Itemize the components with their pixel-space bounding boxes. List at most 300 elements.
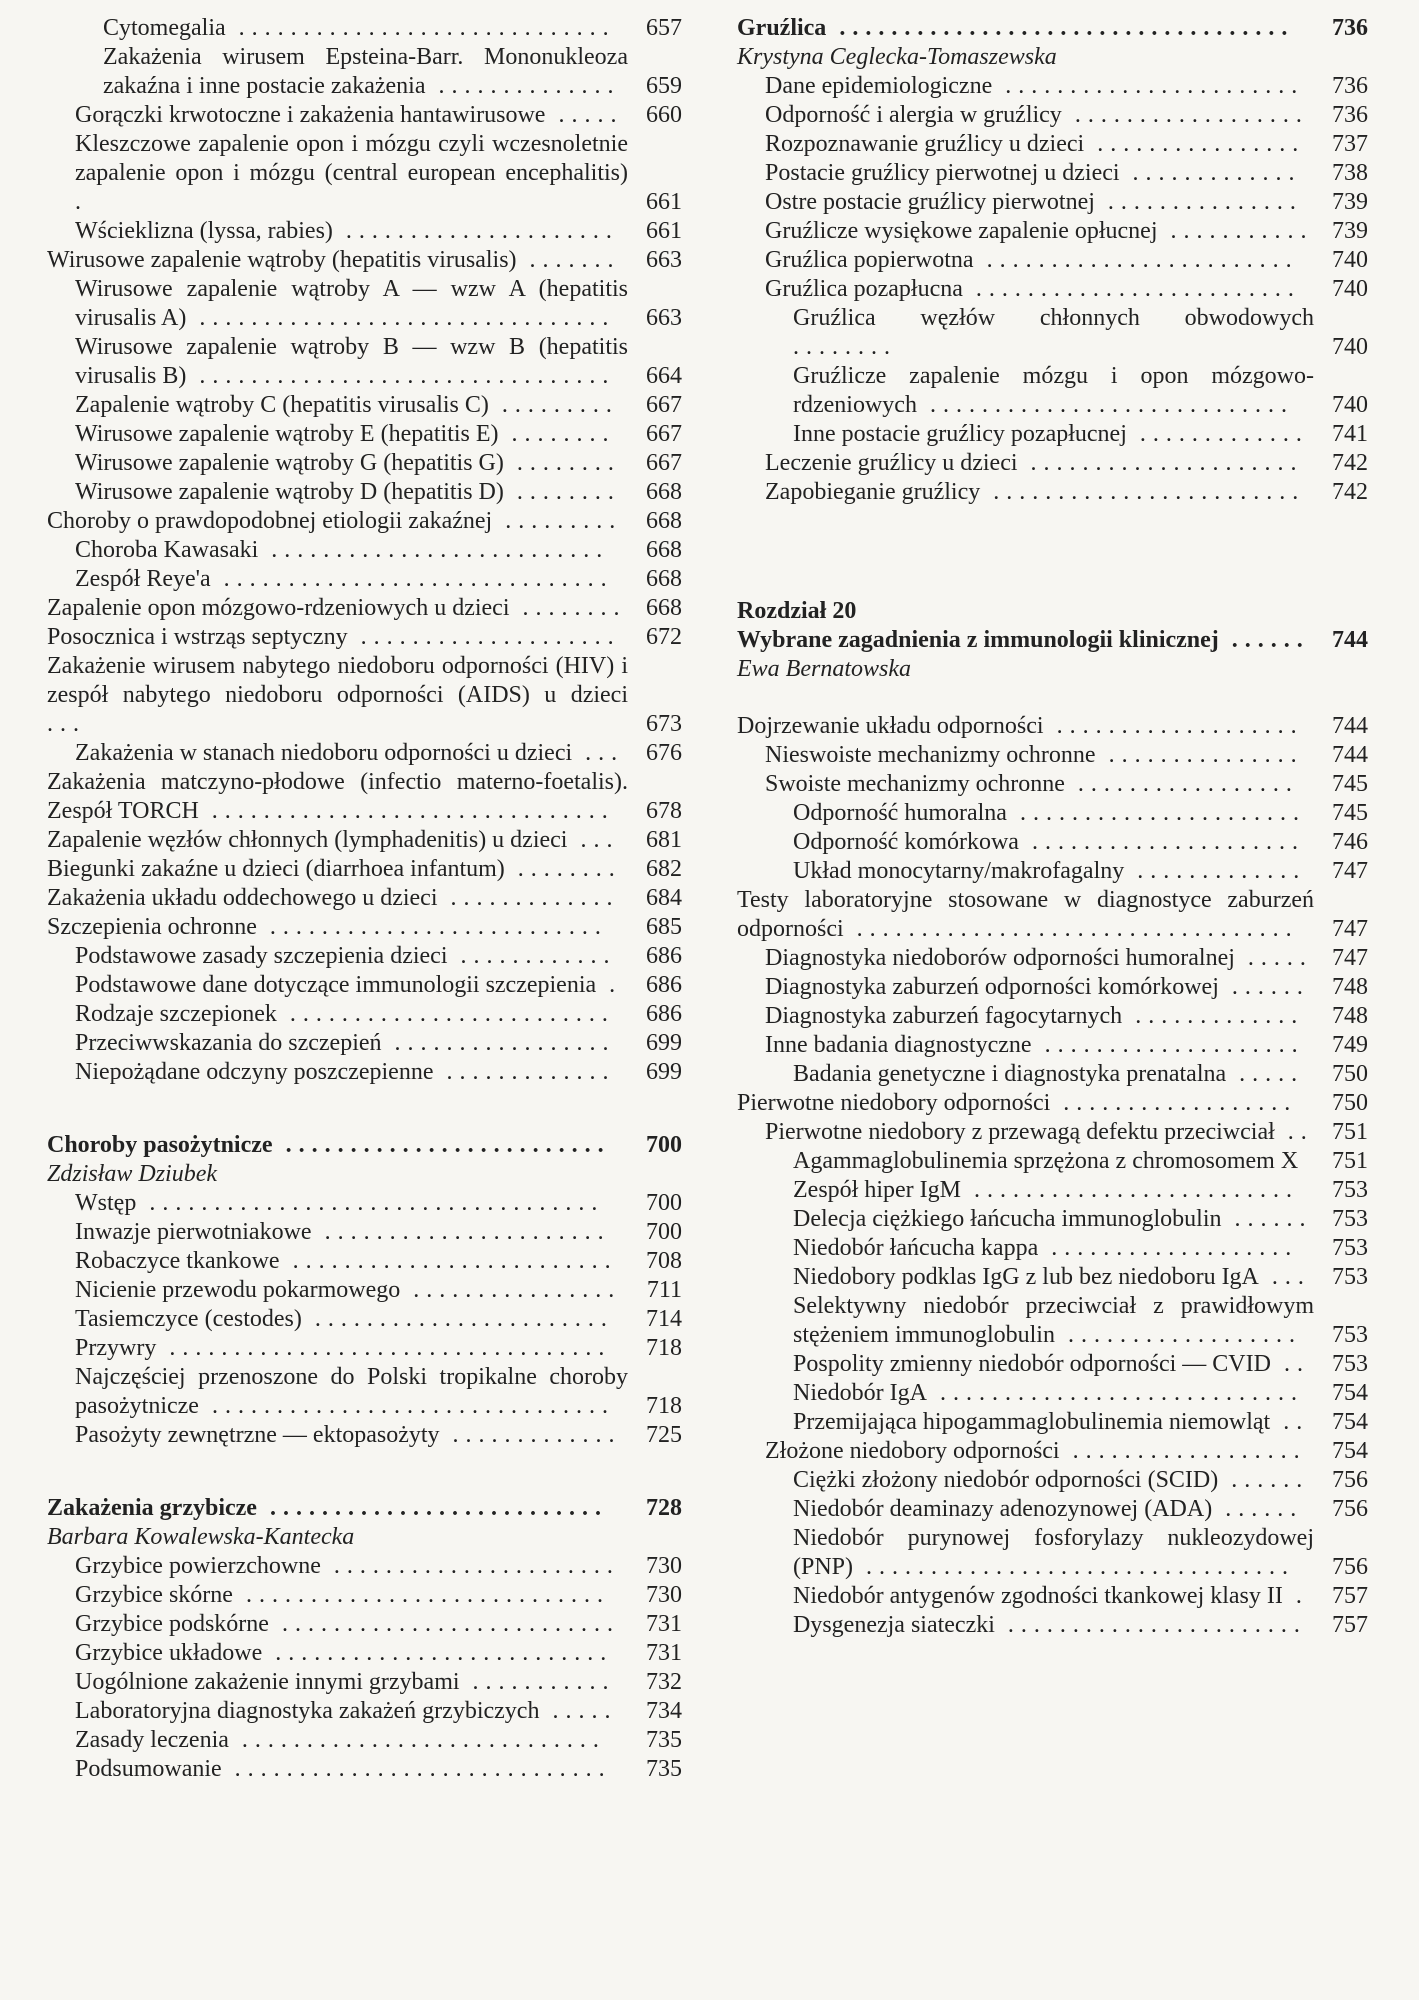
toc-entry-rozpoznawanie-gruzlicy-u-dzieci — [737, 130, 1368, 159]
toc-entry-text: Kleszczowe zapalenie opon i mózgu czyli wczesnoletnie zapalenie opon i mózgu (central european encephalitis) — [75, 131, 628, 186]
toc-entry-pierwotne-niedobory-odpornosci — [737, 1089, 1368, 1118]
toc-entry-niedobory-podklas-igg-z-lub-bez-niedoboru-iga — [737, 1263, 1368, 1292]
toc-entry-page: 714 — [646, 1306, 682, 1332]
toc-entry-page: 668 — [646, 537, 682, 563]
toc-entry-text: Grzybice układowe — [75, 1640, 263, 1666]
toc-entry-diagnostyka-zaburzen-fagocytarnych — [737, 1002, 1368, 1031]
toc-entry-page: 748 — [1332, 974, 1368, 1000]
leader-dots: .............................. — [210, 566, 614, 592]
toc-entry-page: 738 — [1332, 160, 1368, 186]
toc-entry-page: 668 — [646, 595, 682, 621]
toc-entry-page: 753 — [1332, 1177, 1368, 1203]
toc-entry-page: 699 — [646, 1030, 682, 1056]
leader-dots: ................................ — [186, 363, 616, 389]
toc-entry-text: Dysgenezja siateczki — [793, 1612, 995, 1638]
toc-entry-zapalenie-watroby-c-hepatitis-virusalis-c — [47, 391, 682, 420]
toc-entry-title — [765, 973, 1314, 1002]
toc-entry-page: 754 — [1332, 1438, 1368, 1464]
toc-entry-uogolnione-zakazenie-innymi-grzybami — [47, 1668, 682, 1697]
toc-entry-page: 686 — [646, 943, 682, 969]
leader-dots: ...... — [1218, 974, 1310, 1000]
toc-entry-page: 700 — [646, 1132, 682, 1158]
toc-entry-text: Niedobór IgA — [793, 1380, 927, 1406]
toc-entry-page: 667 — [646, 421, 682, 447]
toc-entry-nicienie-przewodu-pokarmowego — [47, 1276, 682, 1305]
toc-entry-title — [75, 1552, 628, 1581]
toc-entry-text: Robaczyce tkankowe — [75, 1248, 280, 1274]
leader-dots: ........... — [459, 1669, 616, 1695]
leader-dots: . — [1282, 1583, 1309, 1609]
toc-entry-text: Pierwotne niedobory z przewagą defektu przeciwciał — [765, 1119, 1275, 1145]
toc-entry-zakazenia-ukladu-oddechowego-u-dzieci — [47, 884, 682, 913]
leader-dots: ......................... — [962, 276, 1301, 302]
toc-entry-text: Pierwotne niedobory odporności — [737, 1090, 1051, 1116]
toc-entry-page: 735 — [646, 1756, 682, 1782]
leader-dots: ............................... — [198, 1393, 615, 1419]
toc-entry-podstawowe-zasady-szczepienia-dzieci — [47, 942, 682, 971]
toc-entry-choroba-kawasaki — [47, 536, 682, 565]
toc-entry-page: 740 — [1332, 392, 1368, 418]
toc-entry-page: 735 — [646, 1727, 682, 1753]
toc-entry-page: 745 — [1332, 771, 1368, 797]
leader-dots: ........................ — [980, 479, 1306, 505]
toc-entry-page: 746 — [1332, 829, 1368, 855]
toc-entry-text: Tasiemczyce (cestodes) — [75, 1306, 302, 1332]
leader-dots: ................................. — [853, 1554, 1296, 1580]
leader-dots: ................................ — [186, 305, 616, 331]
leader-dots: ........ — [509, 595, 627, 621]
toc-entry-page: 744 — [1332, 742, 1368, 768]
toc-entry-title — [793, 304, 1314, 362]
leader-dots: ............. — [1124, 858, 1307, 884]
toc-entry-wirusowe-zapalenie-watroby-g-hepatitis-g — [47, 449, 682, 478]
leader-dots: ............ — [447, 943, 617, 969]
leader-dots: ...................... — [311, 1219, 611, 1245]
toc-entry-title — [765, 449, 1314, 478]
leader-dots: ................. — [1064, 771, 1299, 797]
toc-entry-title — [737, 712, 1314, 741]
toc-entry-swoiste-mechanizmy-ochronne — [737, 770, 1368, 799]
leader-dots: ......................... — [279, 1248, 618, 1274]
toc-entry-title — [793, 1292, 1314, 1350]
toc-entry-title — [793, 1611, 1314, 1640]
leader-dots: ...................... — [320, 1553, 620, 1579]
toc-entry-text: Pasożyty zewnętrzne — ektopasożyty — [75, 1422, 440, 1448]
toc-entry-grzybice-powierzchowne — [47, 1552, 682, 1581]
toc-entry-text: Zapalenie opon mózgowo-rdzeniowych u dzieci — [47, 595, 510, 621]
toc-entry-text: Rozpoznawanie gruźlicy u dzieci — [765, 131, 1085, 157]
toc-entry-zapalenie-opon-mozgowo-rdzeniowych-u-dzieci — [47, 594, 682, 623]
section-spacer — [737, 507, 1368, 597]
toc-entry-odpornosc-humoralna — [737, 799, 1368, 828]
toc-entry-text: Inne badania diagnostyczne — [765, 1032, 1032, 1058]
toc-entry-niepozadane-odczyny-poszczepienne — [47, 1058, 682, 1087]
toc-entry-title — [75, 333, 628, 391]
leader-dots: ................... — [1038, 1235, 1299, 1261]
toc-entry-title — [75, 1726, 628, 1755]
toc-entry-text: Wirusowe zapalenie wątroby D (hepatitis D) — [75, 479, 504, 505]
toc-entry-title — [793, 1408, 1314, 1437]
leader-dots: .................. — [1050, 1090, 1298, 1116]
toc-entry-title — [765, 478, 1314, 507]
toc-entry-title — [75, 101, 628, 130]
toc-entry-gruzlica — [737, 14, 1368, 43]
section-spacer — [737, 684, 1368, 712]
toc-entry-text: Szczepienia ochronne — [47, 914, 257, 940]
section-author: Barbara Kowalewska-Kantecka — [47, 1524, 355, 1550]
toc-entry-odpornosc-i-alergia-w-gruzlicy — [737, 101, 1368, 130]
leader-dots: ............................. — [221, 1756, 612, 1782]
toc-entry-text: Zespół Reye'a — [75, 566, 211, 592]
toc-entry-page: 748 — [1332, 1003, 1368, 1029]
toc-entry-text: Inwazje pierwotniakowe — [75, 1219, 312, 1245]
leader-dots: .. — [1274, 1119, 1314, 1145]
toc-entry-text: Inne postacie gruźlicy pozapłucnej — [793, 421, 1127, 447]
toc-entry-text: Zakażenia matczyno-płodowe (infectio materno-foetalis). Zespół TORCH — [47, 769, 628, 824]
toc-entry-text: Gruźlica popierwotna — [765, 247, 974, 273]
toc-entry-title — [47, 623, 628, 652]
toc-entry-text: Posocznica i wstrząs septyczny — [47, 624, 348, 650]
toc-entry-text: Zakażenia wirusem Epsteina-Barr. Mononukleoza zakaźna i inne postacie zakażenia — [103, 44, 628, 99]
toc-entry-text: Nicienie przewodu pokarmowego — [75, 1277, 401, 1303]
toc-entry-page: 753 — [1332, 1264, 1368, 1290]
toc-entry-page: 664 — [646, 363, 682, 389]
toc-entry-text: Cytomegalia — [103, 15, 226, 41]
toc-entry-text: Delecja ciężkiego łańcucha immunoglobulin — [793, 1206, 1222, 1232]
toc-entry-ciezki-zlozony-niedobor-odpornosci-scid — [737, 1466, 1368, 1495]
toc-entry-page: 754 — [1332, 1380, 1368, 1406]
leader-dots: ............. — [1119, 160, 1302, 186]
toc-entry-page: 667 — [646, 392, 682, 418]
toc-entry-title — [75, 536, 628, 565]
toc-entry-title — [47, 1494, 628, 1523]
toc-entry-text: Rodzaje szczepionek — [75, 1001, 277, 1027]
toc-entry-page: 661 — [646, 189, 682, 215]
toc-entry-wscieklizna-lyssa-rabies — [47, 217, 682, 246]
leader-dots: ........ — [503, 479, 621, 505]
leader-dots: ...... — [1218, 1467, 1310, 1493]
toc-entry-dojrzewanie-ukladu-odpornosci — [737, 712, 1368, 741]
toc-entry-page: 747 — [1332, 916, 1368, 942]
leader-dots: ................... — [1043, 713, 1304, 739]
toc-entry-title — [75, 971, 628, 1000]
toc-entry-text: Grzybice podskórne — [75, 1611, 269, 1637]
toc-entry-text: Podstawowe dane dotyczące immunologii szczepienia — [75, 972, 597, 998]
toc-entry-text: Odporność i alergia w gruźlicy — [765, 102, 1062, 128]
toc-entry-zakazenie-wirusem-nabytego-niedoboru-odpornosci- — [47, 652, 682, 739]
toc-entry-tasiemczyce-cestodes — [47, 1305, 682, 1334]
toc-entry-text: Dojrzewanie układu odporności — [737, 713, 1044, 739]
toc-entry-title — [47, 768, 628, 826]
toc-entry-page: 672 — [646, 624, 682, 650]
toc-entry-zakazenia-matczyno-plodowe-infectio-materno-foet — [47, 768, 682, 826]
leader-dots: ................ — [1084, 131, 1306, 157]
toc-entry-text: Swoiste mechanizmy ochronne — [765, 771, 1065, 797]
toc-entry-page: 740 — [1332, 334, 1368, 360]
toc-entry-page: 730 — [646, 1582, 682, 1608]
toc-entry-page: 731 — [646, 1611, 682, 1637]
toc-right-column — [737, 14, 1368, 1640]
leader-dots: .......................... — [258, 537, 610, 563]
toc-entry-testy-laboratoryjne-stosowane-w-diagnostyce-zabu — [737, 886, 1368, 944]
leader-dots: ......................... — [960, 1177, 1299, 1203]
toc-entry-title — [765, 1031, 1314, 1060]
toc-entry-title — [765, 1118, 1314, 1147]
toc-entry-page: 659 — [646, 73, 682, 99]
toc-entry-text: Uogólnione zakażenie innymi grzybami — [75, 1669, 460, 1695]
toc-entry-page: 742 — [1332, 479, 1368, 505]
toc-entry-title — [75, 217, 628, 246]
toc-entry-page: 699 — [646, 1059, 682, 1085]
toc-entry-przeciwwskazania-do-szczepien — [47, 1029, 682, 1058]
toc-entry-title — [75, 1668, 628, 1697]
leader-dots: .................... — [347, 624, 621, 650]
toc-entry-postacie-gruzlicy-pierwotnej-u-dzieci — [737, 159, 1368, 188]
toc-entry-gruzlicze-wysiekowe-zapalenie-oplucnej — [737, 217, 1368, 246]
toc-entry-title — [75, 1697, 628, 1726]
toc-entry-page: 754 — [1332, 1409, 1368, 1435]
leader-dots: ............. — [439, 1422, 622, 1448]
toc-entry-title — [765, 159, 1314, 188]
toc-entry-title — [75, 1334, 628, 1363]
toc-entry-page: 744 — [1332, 627, 1368, 653]
toc-entry-page: 700 — [646, 1190, 682, 1216]
leader-dots: ... — [1258, 1264, 1311, 1290]
toc-entry-text: Gruźlica — [737, 15, 827, 41]
toc-entry-title — [103, 43, 628, 101]
toc-entry-zapalenie-wezlow-chlonnych-lymphadenitis-u-dziec — [47, 826, 682, 855]
toc-entry-text: Testy laboratoryjne stosowane w diagnostyce zaburzeń odporności — [737, 887, 1314, 942]
toc-entry-title — [793, 1379, 1314, 1408]
leader-dots: . — [75, 189, 88, 215]
toc-entry-page: 745 — [1332, 800, 1368, 826]
toc-entry-text: Odporność humoralna — [793, 800, 1007, 826]
toc-entry-page: 756 — [1332, 1496, 1368, 1522]
toc-entry-text: Zapalenie wątroby C (hepatitis virusalis C) — [75, 392, 489, 418]
toc-entry-page: 673 — [646, 711, 682, 737]
toc-entry-page: 684 — [646, 885, 682, 911]
leader-dots: ... — [572, 740, 625, 766]
toc-entry-text: Zapobieganie gruźlicy — [765, 479, 981, 505]
toc-entry-text: Wirusowe zapalenie wątroby G (hepatitis G) — [75, 450, 504, 476]
toc-entry-title — [75, 391, 628, 420]
toc-entry-text: Gruźlica pozapłucna — [765, 276, 963, 302]
toc-entry-text: Niedobór łańcucha kappa — [793, 1235, 1039, 1261]
leader-dots: .......................... — [262, 1640, 614, 1666]
toc-entry-text: Przeciwwskazania do szczepień — [75, 1030, 382, 1056]
toc-entry-title — [793, 1147, 1314, 1176]
toc-entry-text: Wścieklizna (lyssa, rabies) — [75, 218, 333, 244]
toc-entry-title — [793, 1234, 1314, 1263]
toc-entry-page: 749 — [1332, 1032, 1368, 1058]
toc-entry-text: Nieswoiste mechanizmy ochronne — [765, 742, 1096, 768]
leader-dots: ........... — [1157, 218, 1314, 244]
toc-entry-title — [75, 1305, 628, 1334]
toc-entry-title — [793, 857, 1314, 886]
leader-dots: .................. — [1061, 102, 1309, 128]
toc-entry-title — [47, 594, 628, 623]
toc-entry-text: Gruźlica węzłów chłonnych obwodowych — [793, 305, 1314, 331]
toc-entry-zespol-hiper-igm — [737, 1176, 1368, 1205]
leader-dots: ....... — [516, 247, 621, 273]
toc-entry-text: Diagnostyka zaburzeń fagocytarnych — [765, 1003, 1123, 1029]
toc-entry-choroby-o-prawdopodobnej-etiologii-zakaznej — [47, 507, 682, 536]
leader-dots: ..... — [1234, 945, 1313, 971]
leader-dots: ..................... — [1017, 450, 1304, 476]
toc-entry-title — [75, 1058, 628, 1087]
toc-entry-szczepienia-ochronne — [47, 913, 682, 942]
toc-entry-text: Biegunki zakaźne u dzieci (diarrhoea infantum) — [47, 856, 505, 882]
leader-dots: ............. — [1126, 421, 1309, 447]
toc-entry-page: 753 — [1332, 1235, 1368, 1261]
toc-entry-text: Niedobory podklas IgG z lub bez niedoboru IgA — [793, 1264, 1259, 1290]
toc-entry-title — [75, 420, 628, 449]
toc-entry-title — [47, 855, 628, 884]
toc-entry-text: Niedobór purynowej fosforylazy nukleozydowej (PNP) — [793, 1525, 1314, 1580]
leader-dots: ............. — [1122, 1003, 1305, 1029]
leader-dots: ... — [47, 711, 86, 737]
toc-entry-page: 686 — [646, 972, 682, 998]
toc-entry-wirusowe-zapalenie-watroby-d-hepatitis-d — [47, 478, 682, 507]
toc-entry-title — [75, 739, 628, 768]
toc-entry-title — [75, 478, 628, 507]
toc-entry-page: 744 — [1332, 713, 1368, 739]
toc-entry-inwazje-pierwotniakowe — [47, 1218, 682, 1247]
toc-entry-text: Niedobór deaminazy adenozynowej (ADA) — [793, 1496, 1213, 1522]
leader-dots: ............... — [1095, 742, 1304, 768]
toc-entry-pasozyty-zewnetrzne-ektopasozyty — [47, 1421, 682, 1450]
toc-entry-page: 730 — [646, 1553, 682, 1579]
toc-entry-page: 753 — [1332, 1351, 1368, 1377]
toc-entry-title — [737, 886, 1314, 944]
section-spacer — [47, 1087, 682, 1131]
toc-entry-grzybice-ukladowe — [47, 1639, 682, 1668]
toc-entry-page: 725 — [646, 1422, 682, 1448]
toc-entry-niedobor-deaminazy-adenozynowej-ada — [737, 1495, 1368, 1524]
section-spacer — [47, 1450, 682, 1494]
leader-dots: ............................ — [926, 1380, 1304, 1406]
toc-entry-robaczyce-tkankowe — [47, 1247, 682, 1276]
toc-entry-text: Zespół hiper IgM — [793, 1177, 961, 1203]
toc-entry-dane-epidemiologiczne — [737, 72, 1368, 101]
toc-entry-title — [75, 1421, 628, 1450]
toc-entry-text: Przemijająca hipogammaglobulinemia niemowląt — [793, 1409, 1271, 1435]
leader-dots: ............. — [437, 885, 620, 911]
toc-entry-uklad-monocytarny-makrofagalny — [737, 857, 1368, 886]
toc-entry-title — [75, 275, 628, 333]
toc-entry-grzybice-podskorne — [47, 1610, 682, 1639]
toc-entry-text: Grzybice powierzchowne — [75, 1553, 321, 1579]
toc-entry-page: 663 — [646, 247, 682, 273]
section-author: Zdzisław Dziubek — [47, 1161, 218, 1187]
toc-entry-page: 757 — [1332, 1612, 1368, 1638]
toc-entry-rodzaje-szczepionek — [47, 1000, 682, 1029]
toc-entry-title — [75, 1029, 628, 1058]
toc-entry-text: Badania genetyczne i diagnostyka prenatalna — [793, 1061, 1227, 1087]
toc-entry-title — [793, 828, 1314, 857]
toc-entry-title — [47, 652, 628, 739]
toc-entry-page: 728 — [646, 1495, 682, 1521]
toc-entry-page: 734 — [646, 1698, 682, 1724]
toc-entry-title — [75, 942, 628, 971]
toc-entry-text: Zakażenie wirusem nabytego niedoboru odporności (HIV) i zespół nabytego niedoboru odporności (AIDS) u dzieci — [47, 653, 628, 708]
toc-entry-page: 757 — [1332, 1583, 1368, 1609]
leader-dots: ............................ — [916, 392, 1294, 418]
toc-entry-title — [793, 1350, 1314, 1379]
toc-entry-text: Agammaglobulinemia sprzężona z chromosomem X — [793, 1148, 1299, 1174]
toc-entry-zakazenia-grzybicze — [47, 1494, 682, 1523]
toc-entry-gruzlicze-zapalenie-mozgu-i-opon-mozgowo-rdzenio — [737, 362, 1368, 420]
toc-entry-title — [793, 1524, 1314, 1582]
toc-entry-text: Selektywny niedobór przeciwciał z prawidłowym stężeniem immunoglobulin — [793, 1293, 1314, 1348]
leader-dots: ........ — [793, 334, 897, 360]
toc-entry-title — [75, 1189, 628, 1218]
toc-entry-title — [765, 1437, 1314, 1466]
leader-dots: .................................. — [843, 916, 1299, 942]
toc-entry-page: 681 — [646, 827, 682, 853]
toc-entry-podsumowanie — [47, 1755, 682, 1784]
leader-dots: .................................. — [156, 1335, 612, 1361]
toc-entry-text: Podstawowe zasady szczepienia dzieci — [75, 943, 448, 969]
toc-entry-posocznica-i-wstrzas-septyczny — [47, 623, 682, 652]
leader-dots: .................. — [1059, 1438, 1307, 1464]
toc-entry-page: 740 — [1332, 247, 1368, 273]
leader-dots: ......................... — [272, 1132, 611, 1158]
toc-entry-title — [765, 72, 1314, 101]
toc-entry-title — [75, 1276, 628, 1305]
toc-entry-goraczki-krwotoczne-i-zakazenia-hantawirusowe — [47, 101, 682, 130]
toc-entry-text: Leczenie gruźlicy u dzieci — [765, 450, 1018, 476]
section-author: Ewa Bernatowska — [737, 656, 911, 682]
toc-entry-zespol-reye-a — [47, 565, 682, 594]
leader-dots: ....................... — [301, 1306, 614, 1332]
toc-entry-title — [793, 1466, 1314, 1495]
toc-entry-title — [765, 741, 1314, 770]
leader-dots: .................... — [1031, 1032, 1305, 1058]
toc-entry-title — [793, 1176, 1314, 1205]
toc-entry-przemijajaca-hipogammaglobulinemia-niemowlat — [737, 1408, 1368, 1437]
toc-entry-page: 661 — [646, 218, 682, 244]
toc-entry-text: Wirusowe zapalenie wątroby B — wzw B (hepatitis virusalis B) — [75, 334, 628, 389]
leader-dots: ........ — [498, 421, 616, 447]
toc-entry-page: 737 — [1332, 131, 1368, 157]
toc-entry-title — [75, 1247, 628, 1276]
toc-entry-title — [47, 913, 628, 942]
toc-entry-text: Wirusowe zapalenie wątroby (hepatitis virusalis) — [47, 247, 517, 273]
toc-entry-title — [75, 130, 628, 217]
toc-entry-najczesciej-przenoszone-do-polski-tropikalne-cho — [47, 1363, 682, 1421]
leader-dots: ... — [567, 827, 620, 853]
toc-entry-text: Podsumowanie — [75, 1756, 222, 1782]
toc-entry-text: Zakażenia w stanach niedoboru odporności u dzieci — [75, 740, 573, 766]
toc-entry-przywry — [47, 1334, 682, 1363]
toc-entry-ostre-postacie-gruzlicy-pierwotnej — [737, 188, 1368, 217]
toc-entry-laboratoryjna-diagnostyka-zakazen-grzybiczych — [47, 1697, 682, 1726]
toc-entry-page: 678 — [646, 798, 682, 824]
toc-entry-title — [765, 130, 1314, 159]
toc-entry-text: Pospolity zmienny niedobór odporności — CVID — [793, 1351, 1271, 1377]
toc-entry-gruzlica-popierwotna — [737, 246, 1368, 275]
toc-entry-title — [765, 246, 1314, 275]
leader-dots: .......................... — [268, 1611, 620, 1637]
toc-entry-page: 736 — [1332, 15, 1368, 41]
toc-entry-title — [737, 626, 1314, 655]
toc-entry-text: Najczęściej przenoszone do Polski tropikalne choroby pasożytnicze — [75, 1364, 628, 1419]
toc-entry-page: 685 — [646, 914, 682, 940]
toc-entry-title — [75, 1755, 628, 1784]
toc-entry-title — [793, 1205, 1314, 1234]
toc-entry-page: 756 — [1332, 1467, 1368, 1493]
